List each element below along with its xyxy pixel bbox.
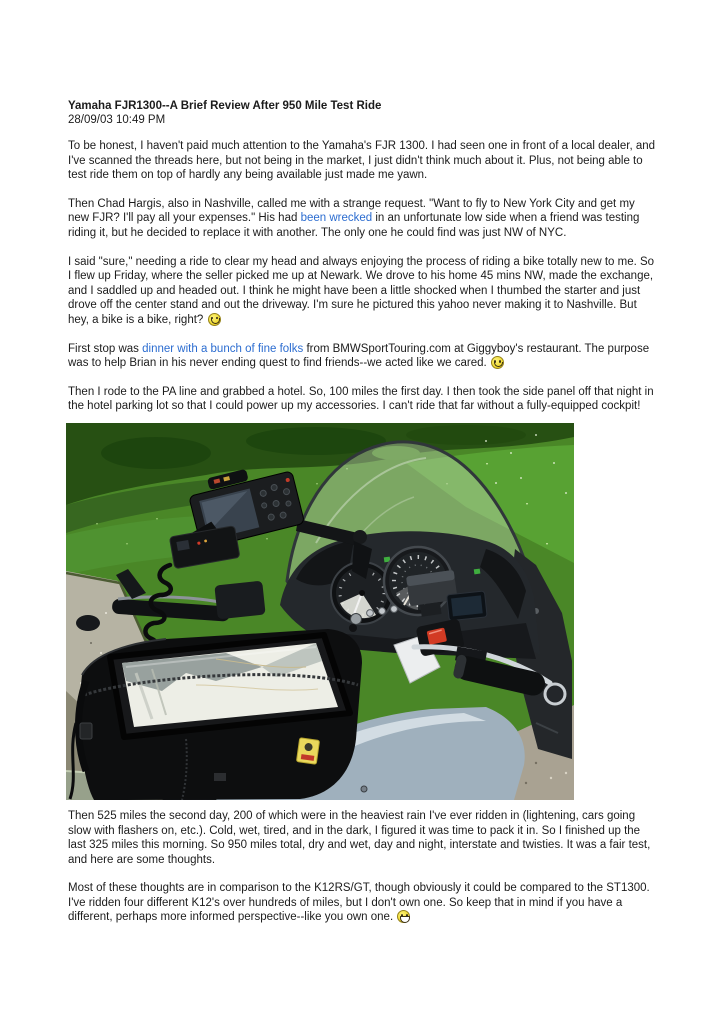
- motorcycle-photo: [66, 423, 574, 800]
- text-run: Then I rode to the PA line and grabbed a hotel. So, 100 miles the first day. I then took the side panel off that night in the hotel parking lot so that I could power up my accessories. I can't ride that far without a fully-equipped cockpit!: [68, 385, 654, 413]
- text-run: Then Chad Hargis, also in Nashville, called me with a strange request. "Want to fly to New York City and get my new FJR? I'll pay all your expenses." His had: [68, 197, 635, 225]
- text-run: To be honest, I haven't paid much attention to the Yamaha's FJR 1300. I had seen one in front of a local dealer, and I've scanned the threads here, but not being in the market, I just didn't think much about it. Plus, not being able to test ride them on top of hardly any being available just made me yawn.: [68, 140, 656, 182]
- paragraph: [68, 139, 657, 183]
- post-date: 28/09/03 10:49 PM: [68, 113, 166, 126]
- motorcycle-cockpit-image: [66, 423, 574, 800]
- inline-link[interactable]: been wrecked: [300, 212, 373, 225]
- paragraph: [68, 881, 657, 925]
- paragraph: [68, 197, 657, 241]
- paragraph: [68, 255, 657, 328]
- text-run: I said "sure," needing a ride to clear my head and always enjoying the process of riding a bike totally new to me. So I flew up Friday, where the seller picked me up at Newark. We drove to his home 45 mins NW, made the exchange, and I saddled up and headed out. I think he might have been a little shocked when I thumbed the starter and just drove off the center stand and out the driveway. I'm sure he pictured this yahoo never making it to Nashville. But hey, a bike is a bike, right?: [68, 255, 655, 326]
- post-title: Yamaha FJR1300--A Brief Review After 950 Mile Test Ride: [68, 100, 382, 112]
- smile-emoji: [491, 356, 504, 369]
- paragraph: [68, 342, 657, 371]
- text-run: in an unfortunate low side when a friend was testing riding it, but he decided to replace it with another. The only one he could find was just NW of NYC.: [68, 212, 640, 239]
- paragraph: [68, 385, 657, 414]
- post-body-top: [68, 139, 657, 414]
- text-run: from BMWSportTouring.com at Giggyboy's restaurant. The purpose was to help Brian in his never ending quest to find friends--we acted like we cared.: [68, 342, 650, 370]
- smile-emoji: [208, 313, 221, 326]
- tank-bag: [70, 629, 362, 800]
- post-body-bottom: [68, 809, 657, 925]
- inline-link[interactable]: dinner with a bunch of fine folks: [142, 342, 304, 355]
- text-run: First stop was: [68, 342, 143, 355]
- text-run: Most of these thoughts are in comparison to the K12RS/GT, though obviously it could be compared to the ST1300. I've ridden four different K12's over hundreds of miles, but I don't own one. So keep that in mind if you have a different, perhaps more informed perspective--like you own one.: [68, 882, 650, 924]
- aux-display: [447, 591, 488, 621]
- text-run: Then 525 miles the second day, 200 of which were in the heaviest rain I've ever ridden in (lightening, cars going slow with flashers on, etc.). Cold, wet, tired, and in the dark, I figured it was time to pack it in. So I finished up the last 325 miles this morning. So 950 miles total, dry and wet, day and night, interstate and twisties. It was a fair test, and here are some thoughts.: [68, 809, 651, 866]
- bag-sticker: [296, 738, 319, 765]
- paragraph: [68, 809, 657, 867]
- post-content: [68, 100, 657, 939]
- laugh-emoji: [397, 910, 410, 923]
